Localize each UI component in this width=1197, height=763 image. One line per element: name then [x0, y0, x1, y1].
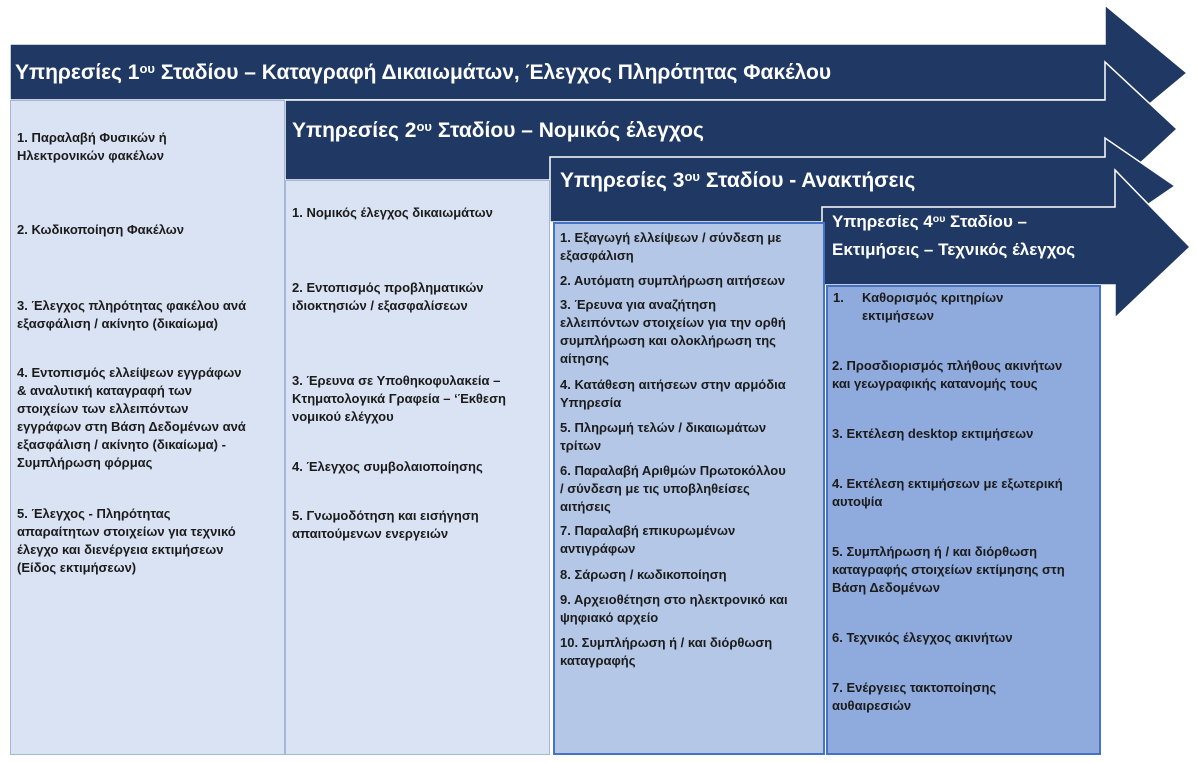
stage-4-task-2: 2. Προσδιορισμός πλήθους ακινήτων και γεωγραφικής κατανομής τους [832, 358, 1063, 391]
stage-4-task-5: 5. Συμπλήρωση ή / και διόρθωση καταγραφής στοιχείων εκτίμησης στη Βάση Δεδομένων [832, 544, 1065, 595]
stage-1-task-4: 4. Εντοπισμός ελλείψεων εγγράφων & αναλυτική καταγραφή των στοιχείων των ελλειπόντων εγγράφων στη Βάση Δεδομένων ανά εξασφάλιση / ακίνητο (δικαίωμα) - Συμπλήρωση φόρμας [17, 365, 246, 470]
stage-3-heading-prefix: Υπηρεσίες 3 [560, 169, 685, 192]
stage-1-heading-superscript: ου [139, 60, 156, 76]
stage-3-task-10: 10. Συμπλήρωση ή / και διόρθωση καταγραφής [560, 635, 773, 668]
stage-2-heading [292, 118, 704, 146]
stage-2-task-2: 2. Εντοπισμός προβληματικών ιδιοκτησιών / εξασφαλίσεων [292, 280, 484, 313]
stage-3-task-7: 7. Παραλαβή επικυρωμένων αντιγράφων [560, 523, 736, 556]
stage-2-heading-prefix: Υπηρεσίες 2 [292, 119, 417, 142]
stage-4-task-1-text: Καθορισμός κριτηρίων εκτιμήσεων [862, 290, 1004, 323]
stage-2-task-5: 5. Γνωμοδότηση και εισήγηση απαιτούμενων ενεργειών [292, 508, 479, 541]
stage-4-task-panel [826, 285, 1101, 755]
stage-4-task-4: 4. Εκτέλεση εκτιμήσεων με εξωτερική αυτοψία [832, 476, 1063, 509]
stage-3-heading-title: Σταδίου - Ανακτήσεις [700, 169, 916, 192]
stage-1-task-3: 3. Έλεγχος πληρότητας φακέλου ανά εξασφάλιση / ακίνητο (δικαίωμα) [17, 298, 247, 331]
stage-1-heading-prefix: Υπηρεσίες 1 [15, 61, 140, 84]
stage-4-task-7: 7. Ενέργειες τακτοποίησης αυθαιρεσιών [832, 680, 997, 713]
stage-4-heading-title: Σταδίου – Εκτιμήσεις – Τεχνικός έλεγχος [832, 212, 1076, 259]
stage-1-heading [15, 60, 831, 88]
stage-3-heading [560, 168, 915, 196]
stage-4-task-1-number: 1. [833, 290, 844, 305]
stage-3-task-6: 6. Παραλαβή Αριθμών Πρωτοκόλλου / σύνδεση με τις υποβληθείσες αιτήσεις [560, 463, 786, 514]
stage-2-task-panel [285, 180, 550, 755]
stage-4-task-1 [833, 289, 1003, 325]
stage-1-task-2: 2. Κωδικοποίηση Φακέλων [17, 222, 185, 237]
stage-2-task-4: 4. Έλεγχος συμβολαιοποίησης [292, 459, 483, 474]
stage-2-heading-title: Σταδίου – Νομικός έλεγχος [432, 119, 704, 142]
stage-1-task-1: 1. Παραλαβή Φυσικών ή Ηλεκτρονικών φακέλων [17, 130, 167, 163]
stage-1-task-5: 5. Έλεγχος - Πληρότητας απαραίτητων στοιχείων για τεχνικό έλεγχο και διενέργεια εκτιμήσεων (Είδος εκτιμήσεων) [17, 506, 236, 575]
stage-4-heading-prefix: Υπηρεσίες 4 [832, 212, 933, 231]
stage-2-task-3: 3. Έρευνα σε Υποθηκοφυλακεία – Κτηματολογικά Γραφεία – ‘Έκθεση νομικού ελέγχου [292, 373, 506, 424]
stage-3-task-5: 5. Πληρωμή τελών / δικαιωμάτων τρίτων [560, 420, 767, 453]
stage-4-task-3: 3. Εκτέλεση desktop εκτιμήσεων [832, 426, 1034, 441]
stage-1-task-panel [10, 100, 285, 755]
stage-3-task-2: 2. Αυτόματη συμπλήρωση αιτήσεων [560, 273, 786, 288]
stage-3-task-panel [553, 222, 825, 755]
stage-4-task-6: 6. Τεχνικός έλεγχος ακινήτων [832, 630, 1013, 645]
stage-3-task-8: 8. Σάρωση / κωδικοποίηση [560, 567, 727, 582]
stage-4-heading-superscript: ου [932, 212, 946, 225]
stage-3-heading-superscript: ου [684, 168, 701, 184]
stage-2-heading-superscript: ου [416, 118, 433, 134]
stage-4-heading [832, 209, 1075, 263]
stage-1-heading-title: Σταδίου – Καταγραφή Δικαιωμάτων, Έλεγχος Πληρότητας Φακέλου [155, 61, 832, 84]
stage-3-task-9: 9. Αρχειοθέτηση στο ηλεκτρονικό και ψηφιακό αρχείο [560, 592, 788, 625]
stage-3-task-3: 3. Έρευνα για αναζήτηση ελλειπόντων στοιχείων για την ορθή συμπλήρωση και ολοκλήρωση της αίτησης [560, 297, 786, 366]
stage-2-task-1: 1. Νομικός έλεγχος δικαιωμάτων [292, 205, 493, 220]
stage-3-task-1: 1. Εξαγωγή ελλείψεων / σύνδεση με εξασφάλιση [560, 230, 782, 263]
stage-3-task-4: 4. Κατάθεση αιτήσεων στην αρμόδια Υπηρεσία [560, 377, 786, 410]
